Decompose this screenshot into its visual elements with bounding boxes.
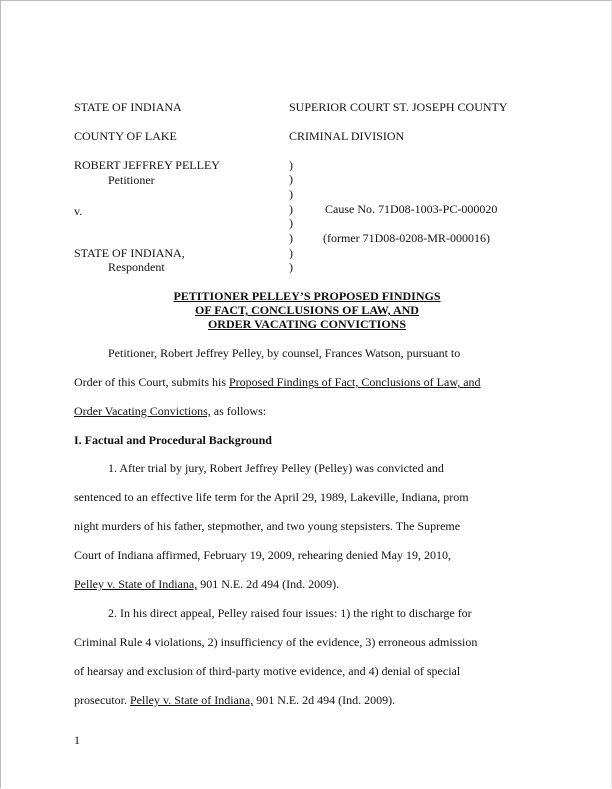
document-title-line-1: PETITIONER PELLEY’S PROPOSED FINDINGS: [173, 289, 441, 303]
former-cause-number: (former 71D08-0208-MR-000016): [323, 231, 490, 245]
para1-line-4: Court of Indiana affirmed, February 19, 2009, rehearing denied May 19, 2010,: [74, 548, 452, 562]
para1-line-1: 1. After trial by jury, Robert Jeffrey Pelley (Pelley) was convicted and: [108, 461, 444, 475]
caption-state: STATE OF INDIANA: [74, 100, 182, 114]
para1-line-3: night murders of his father, stepmother, and two young stepsisters. The Supreme: [74, 519, 461, 533]
caption-paren: ): [289, 158, 293, 172]
document-title-line-2: OF FACT, CONCLUSIONS OF LAW, AND: [195, 303, 419, 317]
document-reference: Order Vacating Convictions,: [74, 404, 211, 418]
intro-line-3: [74, 404, 266, 419]
caption-paren: ): [289, 202, 293, 216]
petitioner-name: ROBERT JEFFREY PELLEY: [74, 158, 220, 172]
para1-line-2: sentenced to an effective life term for the April 29, 1989, Lakeville, Indiana, prom: [74, 490, 469, 504]
intro-text: as follows:: [210, 404, 267, 418]
intro-line-2: [74, 375, 481, 390]
caption-county: COUNTY OF LAKE: [74, 129, 177, 143]
reporter-citation: 901 N.E. 2d 494 (Ind. 2009).: [253, 693, 396, 707]
intro-line-1: Petitioner, Robert Jeffrey Pelley, by counsel, Frances Watson, pursuant to: [108, 346, 461, 360]
document-reference: Proposed Findings of Fact, Conclusions of Law, and: [229, 375, 481, 389]
para1-line-5: [74, 577, 339, 592]
caption-paren: ): [289, 260, 293, 274]
caption-paren: ): [289, 172, 293, 186]
section-heading: I. Factual and Procedural Background: [74, 433, 272, 447]
caption-division: CRIMINAL DIVISION: [289, 129, 405, 143]
versus: v.: [74, 204, 83, 218]
para2-line-3: of hearsay and exclusion of third-party motive evidence, and 4) denial of special: [74, 664, 461, 678]
case-citation: Pelley v. State of Indiana,: [130, 693, 254, 707]
caption-paren: ): [289, 187, 293, 201]
para2-line-1: 2. In his direct appeal, Pelley raised four issues: 1) the right to discharge for: [108, 606, 472, 620]
reporter-citation: 901 N.E. 2d 494 (Ind. 2009).: [197, 577, 340, 591]
para2-line-4: [74, 693, 395, 708]
para2-line-2: Criminal Rule 4 violations, 2) insufficiency of the evidence, 3) erroneous admission: [74, 635, 478, 649]
caption-paren: ): [289, 231, 293, 245]
caption-paren: ): [289, 246, 293, 260]
cause-number: Cause No. 71D08-1003-PC-000020: [325, 202, 498, 216]
respondent-role: Respondent: [108, 260, 165, 274]
intro-text: Order of this Court, submits his: [74, 375, 229, 389]
caption-court: SUPERIOR COURT ST. JOSEPH COUNTY: [289, 100, 508, 114]
page-number: 1: [74, 733, 80, 747]
caption-paren: ): [289, 216, 293, 230]
document-title-line-3: ORDER VACATING CONVICTIONS: [207, 317, 407, 331]
case-citation: Pelley v. State of Indiana,: [74, 577, 198, 591]
petitioner-role: Petitioner: [108, 173, 155, 187]
respondent-name: STATE OF INDIANA,: [74, 246, 185, 260]
para2-text: prosecutor.: [74, 693, 130, 707]
